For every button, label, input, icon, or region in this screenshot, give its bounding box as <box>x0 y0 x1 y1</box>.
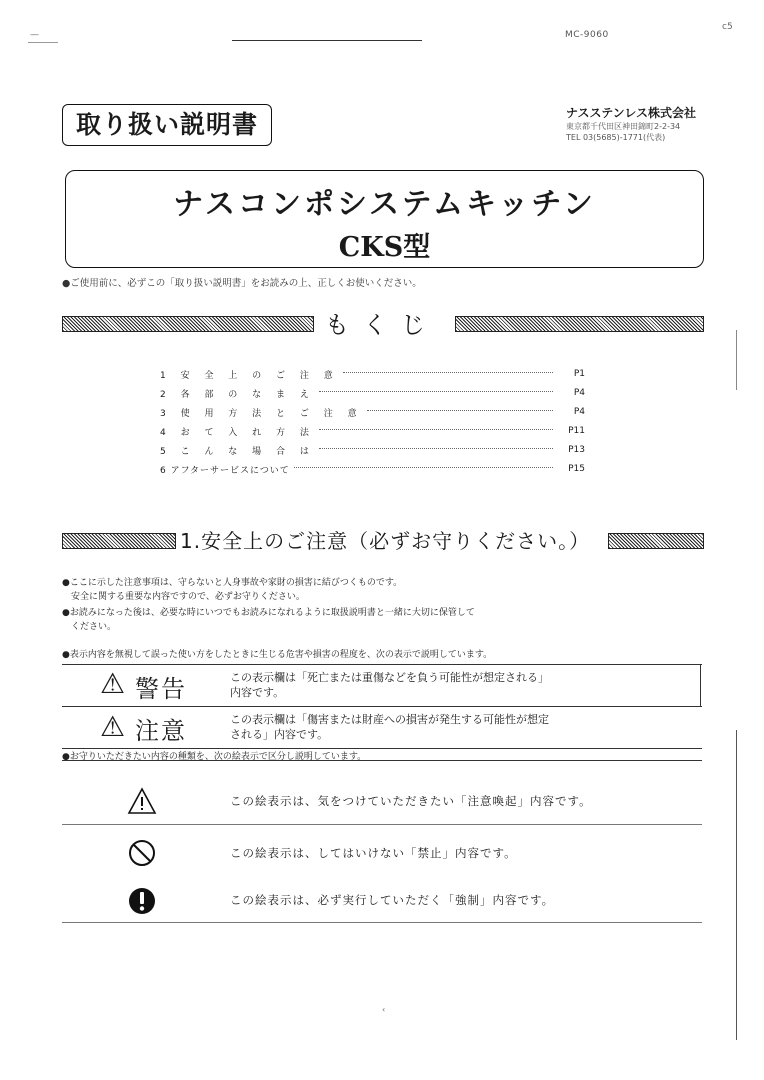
paragraph-line: ●ここに示した注意事項は、守らないと人身事故や家財の損害に結びつくものです。 <box>62 578 403 588</box>
symbol-desc: この絵表示は、してはいけない「禁止」内容です。 <box>230 846 517 860</box>
toc-leader <box>319 391 553 392</box>
toc-item[interactable] <box>160 385 585 401</box>
toc-item[interactable] <box>160 366 585 382</box>
toc-item-page: P15 <box>568 464 585 474</box>
company-address: 東京都千代田区神田錦町2-2-34 <box>566 122 681 131</box>
caution-label: 注意 <box>135 717 187 745</box>
toc-leader <box>319 429 553 430</box>
table-rule <box>700 664 701 706</box>
toc-band-right <box>455 316 704 332</box>
document-code: MC-9060 <box>565 30 609 40</box>
margin-line <box>736 730 737 1040</box>
toc-band-left <box>62 316 314 332</box>
symbol-rule <box>62 922 702 923</box>
toc-item-page: P4 <box>573 407 585 417</box>
table-rule <box>62 748 702 749</box>
toc-item-page: P4 <box>573 388 585 398</box>
company-tel: TEL 03(5685)-1771(代表) <box>566 133 666 142</box>
table-rule <box>62 664 702 665</box>
toc-heading: もくじ <box>325 311 439 339</box>
manual-label: 取り扱い説明書 <box>62 104 272 146</box>
top-left-rule <box>28 42 58 43</box>
toc-item[interactable] <box>160 423 585 439</box>
toc-item[interactable] <box>160 442 585 458</box>
paragraph-line: ください。 <box>62 622 117 632</box>
caution-desc-line: される」内容です。 <box>230 728 329 741</box>
caution-desc <box>230 712 670 742</box>
paragraph-line: 安全に関する重要な内容ですので、必ずお守りください。 <box>62 592 305 602</box>
paragraph: ●表示内容を無視して誤った使い方をしたときに生じる危害や損害の程度を、次の表示で説明しています。 <box>62 650 493 660</box>
warning-icon: ⚠ <box>100 667 126 700</box>
prohibition-icon <box>127 838 157 868</box>
company-block <box>566 104 696 143</box>
corner-mark: c5 <box>722 22 733 32</box>
toc-item-label: 2 各 部 の な ま え <box>160 389 315 400</box>
paragraph <box>62 576 402 604</box>
company-name: ナスステンレス株式会社 <box>566 106 697 120</box>
warning-label: 警告 <box>135 675 187 703</box>
mandatory-icon <box>127 886 157 916</box>
caution-desc-line: この表示欄は「傷害または財産への損害が発生する可能性が想定 <box>230 713 549 726</box>
top-rule <box>232 40 422 41</box>
warning-desc-line: この表示欄は「死亡または重傷などを負う可能性が想定される」 <box>230 671 549 684</box>
paragraph: ●お守りいただきたい内容の種類を、次の絵表示で区分し説明しています。 <box>62 752 367 762</box>
toc-item-label: 6 アフターサービスについて <box>160 465 290 476</box>
toc-leader <box>367 410 553 411</box>
pre-use-notice: ●ご使用前に、必ずこの「取り扱い説明書」をお読みの上、正しくお使いください。 <box>62 278 422 289</box>
symbol-rule <box>62 824 702 825</box>
caution-triangle-icon <box>127 787 157 817</box>
toc-item[interactable] <box>160 461 585 477</box>
toc-leader <box>343 372 553 373</box>
margin-line <box>736 330 737 390</box>
toc-item-label: 4 お て 入 れ 方 法 <box>160 427 315 438</box>
top-left-mark: — <box>30 30 39 40</box>
section-band-right <box>608 533 704 549</box>
symbol-desc: この絵表示は、必ず実行していただく「強制」内容です。 <box>230 893 555 907</box>
toc-item-page: P1 <box>573 369 585 379</box>
toc-item-page: P13 <box>568 445 585 455</box>
toc-item[interactable] <box>160 404 585 420</box>
title-box <box>65 170 704 268</box>
section-heading: 1.安全上のご注意（必ずお守りください。） <box>180 529 591 553</box>
product-model: CKS型 <box>338 232 431 263</box>
toc-item-label: 5 こ ん な 場 合 は <box>160 446 315 457</box>
product-name: ナスコンポシステムキッチン <box>173 187 596 222</box>
page-mark: ‹ <box>382 1005 386 1014</box>
caution-icon: ⚠ <box>100 710 126 743</box>
toc-item-label: 3 使 用 方 法 と ご 注 意 <box>160 408 363 419</box>
warning-desc <box>230 670 670 700</box>
warning-desc-line: 内容です。 <box>230 686 285 699</box>
toc-item-page: P11 <box>568 426 585 436</box>
paragraph <box>62 606 475 634</box>
toc-leader <box>294 467 553 468</box>
section-band-left <box>62 533 176 549</box>
paragraph-line: ●お読みになった後は、必要な時にいつでもお読みになれるように取扱説明書と一緒に大切に保管して <box>62 608 475 618</box>
toc-leader <box>319 448 553 449</box>
symbol-desc: この絵表示は、気をつけていただきたい「注意喚起」内容です。 <box>230 794 592 808</box>
toc-item-label: 1 安 全 上 の ご 注 意 <box>160 370 339 381</box>
table-rule <box>62 706 702 707</box>
